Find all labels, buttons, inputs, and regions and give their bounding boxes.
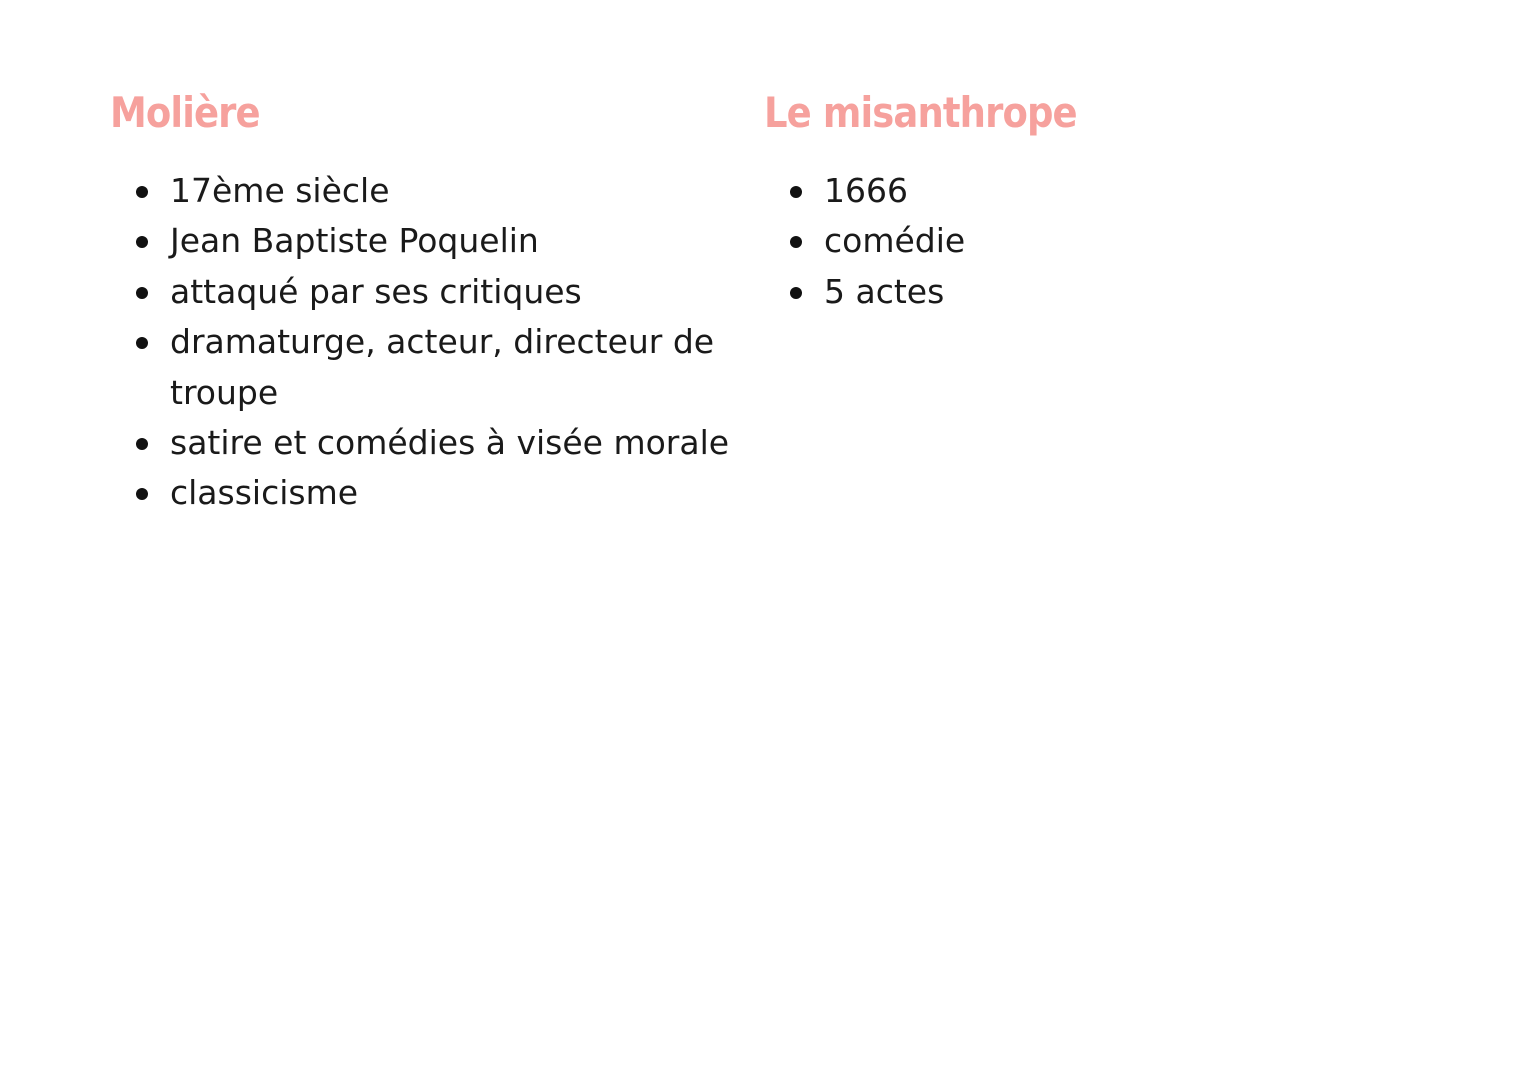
bullet-dot-icon	[136, 337, 148, 349]
list-item	[786, 166, 1404, 216]
bullet-dot-icon	[790, 186, 802, 198]
moliere-list	[132, 166, 750, 519]
list-item	[786, 267, 1404, 317]
list-item	[132, 166, 750, 216]
misanthrope-section	[764, 80, 1404, 317]
list-item	[132, 418, 750, 468]
list-item	[132, 216, 750, 266]
list-item-text: attaqué par ses critiques	[170, 271, 582, 311]
list-item-text: dramaturge, acteur, directeur de troupe	[170, 322, 715, 412]
list-item-text: 17ème siècle	[170, 171, 390, 210]
list-item-text: satire et comédies à visée morale	[170, 423, 730, 463]
bullet-dot-icon	[790, 236, 802, 248]
list-item	[132, 267, 750, 317]
misanthrope-list	[786, 166, 1404, 317]
list-item	[786, 216, 1404, 266]
list-item-text: 1666	[824, 171, 908, 210]
bullet-dot-icon	[136, 488, 148, 500]
bullet-dot-icon	[136, 236, 148, 248]
list-item-text: comédie	[824, 221, 966, 261]
bullet-dot-icon	[136, 438, 148, 450]
list-item	[132, 468, 750, 518]
bullet-dot-icon	[136, 287, 148, 299]
bullet-dot-icon	[790, 287, 802, 299]
list-item-text: classicisme	[170, 473, 359, 513]
misanthrope-heading: Le misanthrope	[764, 88, 1077, 137]
list-item-text: 5 actes	[824, 271, 945, 311]
list-item	[132, 317, 750, 418]
bullet-dot-icon	[136, 186, 148, 198]
moliere-section	[110, 80, 750, 519]
list-item-text: Jean Baptiste Poquelin	[170, 221, 539, 261]
moliere-heading: Molière	[110, 88, 260, 137]
